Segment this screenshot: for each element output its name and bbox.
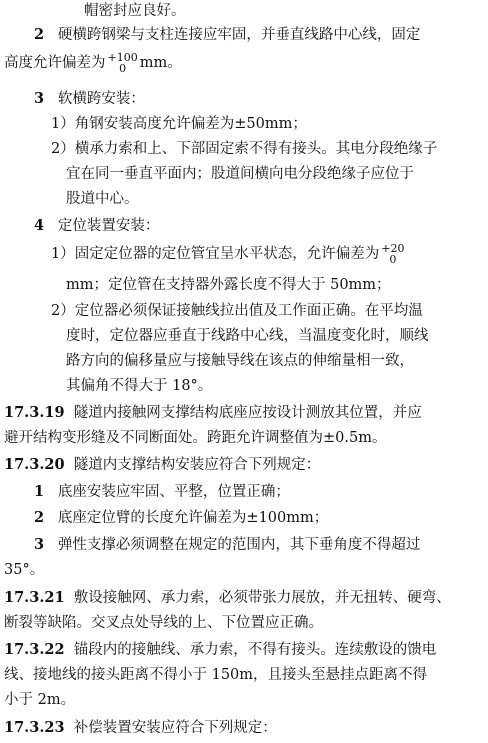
clause-number: 17.3.19 (4, 404, 65, 421)
text-line: mm；定位管在支持器外露长度不得大于 50mm； (66, 277, 391, 293)
text-line: 1）角钢安装高度允许偏差为±50mm； (51, 116, 307, 132)
clause-item: 2 硬横跨钢梁与支柱连接应牢固，并垂直线路中心线，固定 (34, 26, 421, 43)
clause-item: 2 底座定位臂的长度允许偏差为±100mm； (34, 509, 329, 526)
item-number: 4 (34, 217, 45, 234)
tolerance-fraction: +100 0 (107, 51, 138, 75)
clause-number: 17.3.20 (4, 456, 65, 473)
clause-item: 17.3.21 敷设接触网、承力索，必须带张力展放，并无扭转、硬弯、 (4, 589, 451, 606)
item-number: 1 (34, 483, 45, 500)
text-line: 2）横承力索和上、下部固定索不得有接头。其电分段绝缘子 (51, 141, 438, 157)
clause-number: 17.3.22 (4, 641, 65, 658)
item-number: 2 (34, 26, 45, 43)
clause-item: 3 软横跨安装： (34, 90, 145, 107)
clause-item: 17.3.22 锚段内的接触线、承力索，不得有接头。连续敷设的馈电 (4, 641, 437, 658)
tolerance-fraction: +20 0 (381, 242, 405, 266)
text-line: 股道中心。 (66, 191, 139, 207)
text-line: 2）定位器必须保证接触线拉出值及工作面正确。在平均温 (51, 303, 423, 319)
item-number: 2 (34, 509, 45, 526)
clause-number: 17.3.23 (4, 719, 65, 736)
text-line: 路方向的偏移量应与接触导线在该点的伸缩量相一致， (66, 353, 414, 369)
text-line: 其偏角不得大于 18°。 (66, 378, 213, 394)
text-line: 高度允许偏差为 +100 0 mm。 (4, 51, 182, 75)
item-number: 3 (34, 90, 45, 107)
text-line: 度时，定位器应垂直于线路中心线，当温度变化时，顺线 (66, 328, 429, 344)
text-line: 断裂等缺陷。交叉点处导线的上、下位置应正确。 (4, 615, 323, 631)
clause-item: 17.3.20 隧道内支撑结构安装应符合下列规定： (4, 456, 321, 473)
text-line: 35°。 (4, 562, 45, 578)
clause-number: 17.3.21 (4, 589, 65, 606)
text-line: 小于 2m。 (4, 692, 76, 708)
clause-item: 3 弹性支撑必须调整在规定的范围内，其下垂角度不得超过 (34, 536, 421, 553)
text-line: 线、接地线的接头距离不得小于 150m，且接头至悬挂点距离不得 (4, 667, 428, 683)
clause-item: 17.3.23 补偿装置安装应符合下列规定： (4, 719, 277, 736)
item-number: 3 (34, 536, 45, 553)
text-line: 帽密封应良好。 (84, 3, 186, 19)
text-line: 1）固定定位器的定位管宜呈水平状态，允许偏差为 +20 0 (51, 242, 405, 266)
clause-item: 17.3.19 隧道内接触网支撑结构底座应按设计测放其位置，并应 (4, 404, 422, 421)
clause-item: 1 底座安装应牢固、平整，位置正确； (34, 483, 290, 500)
text-line: 宜在同一垂直平面内；股道间横向电分段绝缘子应位于 (66, 166, 414, 182)
clause-item: 4 定位装置安装： (34, 217, 160, 234)
text-line: 避开结构变形缝及不同断面处。跨距允许调整值为±0.5m。 (4, 430, 387, 446)
